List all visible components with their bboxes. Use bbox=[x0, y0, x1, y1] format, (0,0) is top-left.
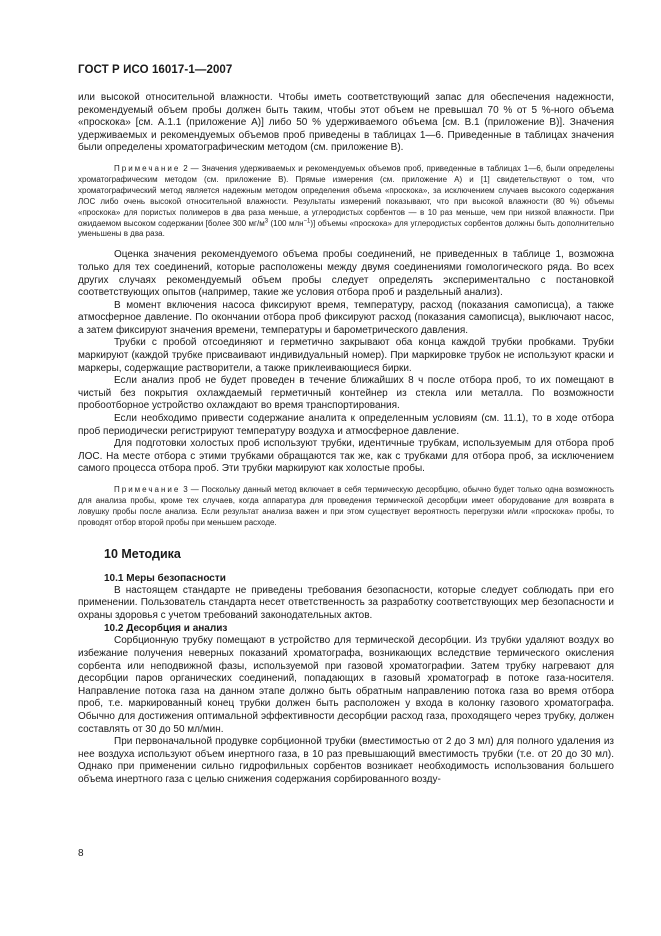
subsection-heading: 10.1 Меры безопасности bbox=[104, 572, 226, 584]
paragraph: Трубки с пробой отсоединяют и герметично закрывают оба конца каждой трубки пробками. Трубки маркируют (каждой трубке присваивают индивидуальный номер). При маркировке трубок не используют краски и маркеры, содержащие растворители, а также приклеивающиеся бирки. bbox=[78, 337, 614, 374]
document-header: ГОСТ Р ИСО 16017-1—2007 bbox=[78, 64, 233, 76]
note-label: Примечание bbox=[114, 485, 181, 494]
superscript: −1 bbox=[303, 217, 311, 224]
superscript: 3 bbox=[264, 217, 269, 224]
note-text: (100 млн bbox=[268, 218, 304, 228]
document-body bbox=[78, 92, 614, 787]
note-label: Примечание bbox=[114, 163, 181, 173]
note-3 bbox=[78, 485, 614, 529]
note-2 bbox=[78, 164, 614, 240]
paragraph: В момент включения насоса фиксируют время, температуру, расход (показания самописца), а также атмосферное давление. По окончании отбора проб фиксируют расход (показания самописца), выключают насос, а затем фиксируют значения времени, температуры и барометрического давления. bbox=[78, 299, 614, 336]
subsection-heading: 10.2 Десорбция и анализ bbox=[104, 623, 228, 635]
paragraph: Если анализ проб не будет проведен в течение ближайших 8 ч после отбора проб, то их помещают в чистый без покрытия охлаждаемый герметичный контейнер из стекла или металла. По возможности пробоотборное устройство охлаждают во время транспортирования. bbox=[78, 375, 614, 412]
paragraph: Оценка значения рекомендуемого объема пробы соединений, не приведенных в таблице 1, возможна только для тех соединений, которые расположены между двумя соединениями гомологического ряда. Во всех других случаях рекомендуемый объем пробы следует определять экспериментально с постановкой соответствующих опытов (например, такие же условия отбора проб и раздельный анализ). bbox=[78, 249, 614, 299]
paragraph: или высокой относительной влажности. Чтобы иметь соответствующий запас для обеспечения надежности, рекомендуемый объем пробы должен быть таким, чтобы этот объем не превышал 70 % от 5 %-ного объема «проскока» [см. А.1.1 (приложение А)] либо 50 % удерживаемого объема [см. В.1 (приложение В)]. Значения удерживаемых и рекомендуемых объемов проб приведены в таблицах 1—6. Приведенные в таблицах значения были определены хроматографическим методом (см. приложение В). bbox=[78, 92, 614, 154]
section-heading: 10 Методика bbox=[104, 546, 181, 561]
paragraph: Если необходимо привести содержание аналита к определенным условиям (см. 11.1), то в ходе отбора проб периодически регистрируют температуру воздуха и атмосферное давление. bbox=[78, 413, 614, 437]
paragraph: При первоначальной продувке сорбционной трубки (вместимостью от 2 до 3 мл) для полного удаления из нее воздуха используют объем инертного газа, в 10 раз превышающий вместимость трубки (т.е. от 20 до 30 мл). Однако при применении сильно гидрофильных сорбентов возникает необходимость использования большего объема инертного газа с целью снижения содержания сорбированного возду- bbox=[78, 736, 614, 785]
note-text: 2 — Значения удерживаемых и рекомендуемых объемов проб, приведенные в таблицах 1—6, были определены хроматографическим методом (см. приложение В). Прямые измерения (см. приложение А) и [1] свидетельствуют о том, что хроматографический метод является надежным методом определения объема «проскока», за исключением случаев высокого содержания ЛОС либо очень высокой относительной влажности. Результаты измерений показывают, что при высокой влажности (80 %) объемы «проскока» для пористых полимеров в два раза меньше, а углеродистых сорбентов — в 10 раз меньше, чем при низкой влажности. При ожидаемом высоком содержании [более 300 мг/м bbox=[78, 163, 614, 228]
note-text: )] объемы «проскока» для углеродистых сорбентов должны быть дополнительно уменьшены в два раза. bbox=[78, 218, 614, 239]
note-text: 3 — Поскольку данный метод включает в себя термическую десорбцию, обычно будет только одна возможность для анализа пробы, кроме тех случаев, когда аппаратура для проведения термической десорбции имеет оборудование для возврата в ловушку пробы после анализа. Если результат анализа важен и при этом существует вероятность перегрузки и/или «проскока» пробы, то проводят отбор второй пробы при меньшем расходе. bbox=[78, 485, 614, 527]
paragraph: Сорбционную трубку помещают в устройство для термической десорбции. Из трубки удаляют воздух во избежание получения неверных показаний хроматографа, возникающих вследствие термического окисления сорбента или неподвижной фазы, используемой при газовой хроматографии. Затем трубку нагревают для десорбции паров органических соединений, попадающих в газовый хроматограф в потоке газа-носителя. Направление потока газа на данном этапе должно быть обратным направлению потока газа во время отбора проб, т.е. маркированный конец трубки должен быть расположен у входа в колонку газового хроматографа. Обычно для достижения оптимальной эффективности десорбции расход газа, проходящего через трубку, должен составлять от 30 до 50 мл/мин. bbox=[78, 635, 614, 735]
paragraph: В настоящем стандарте не приведены требования безопасности, которые следует соблюдать при его применении. Пользователь стандарта несет ответственность за разработку соответствующих мер безопасности и охраны здоровья с учетом требований законодательных актов. bbox=[78, 584, 614, 621]
paragraph: Для подготовки холостых проб используют трубки, идентичные трубкам, используемым для отбора проб ЛОС. На месте отбора с этими трубками обращаются так же, как с трубками для отбора проб, за исключением самого процесса отбора проб. Эти трубки маркируют как холостые пробы. bbox=[78, 438, 614, 475]
page-number: 8 bbox=[78, 848, 84, 859]
